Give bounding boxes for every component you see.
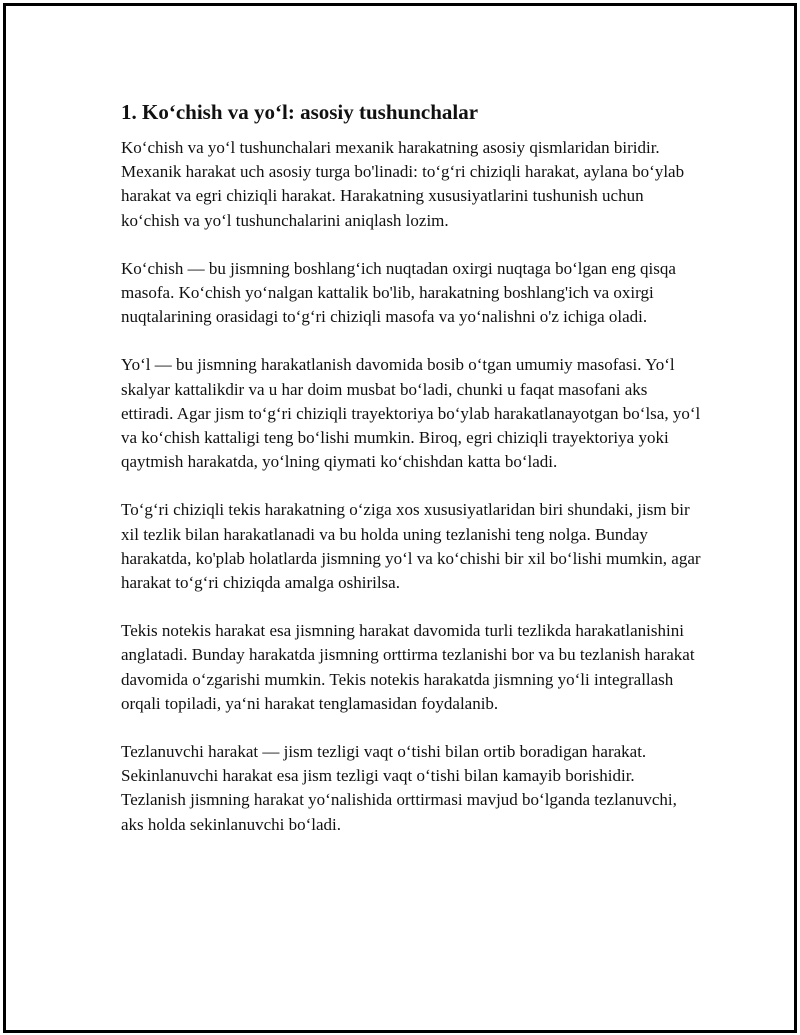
paragraph-4: To‘g‘ri chiziqli tekis harakatning o‘ziga xos xususiyatlaridan biri shundaki, jism bir xil tezlik bilan harakatlanadi va bu holda uning tezlanishi teng nolga. Bunday harakatda, ko'plab holatlarda jismning yo‘l va ko‘chishi bir xil bo‘lishi mumkin, agar harakat to‘g‘ri chiziqda amalga oshirilsa.: [121, 500, 701, 593]
paragraph-5: Tekis notekis harakat esa jismning harakat davomida turli tezlikda harakatlanishini anglatadi. Bunday harakatda jismning orttirma tezlanishi bor va bu tezlanish harakat davomida o‘zgarishi mumkin. Tekis notekis harakatda jismning yo‘li integrallash orqali topiladi, ya‘ni harakat tenglamasidan foydalanib.: [121, 621, 695, 713]
paragraph-2: Ko‘chish — bu jismning boshlang‘ich nuqtadan oxirgi nuqtaga bo‘lgan eng qisqa masofa. Ko‘chish yo‘nalgan kattalik bo'lib, harakatning boshlang'ich va oxirgi nuqtalarining orasidagi to‘g‘ri chiziqli masofa va yo‘nalishni o'z ichiga oladi.: [121, 258, 676, 327]
paragraph-1: Ko‘chish va yo‘l tushunchalari mexanik harakatning asosiy qismlaridan biridir. Mexanik harakat uch asosiy turga bo'linadi: to‘g‘ri chiziqli harakat, aylana bo‘ylab harakat va egri chiziqli harakat. Harakatning xususiyatlarini tushunish uchun ko‘chish va yo‘l tushunchalarini aniqlash lozim.: [121, 138, 685, 230]
paragraph-3: Yo‘l — bu jismning harakatlanish davomida bosib o‘tgan umumiy masofasi. Yo‘l skalyar kattalikdir va u har doim musbat bo‘ladi, chunki u faqat masofani aks ettiradi. Agar jism to‘g‘ri chiziqli trayektoriya bo‘ylab harakatlanayotgan bo‘lsa, yo‘l va ko‘chish kattaligi teng bo‘lishi mumkin. Biroq, egri chiziqli trayektoriya yoki qaytmish harakatda, yo‘lning qiymati ko‘chishdan katta bo‘ladi.: [121, 355, 701, 472]
page-frame: [3, 3, 797, 1033]
paragraph-6: Tezlanuvchi harakat — jism tezligi vaqt o‘tishi bilan ortib boradigan harakat. Sekinlanuvchi harakat esa jism tezligi vaqt o‘tishi bilan kamayib borishidir. Tezlanish jismning harakat yo‘nalishida orttirmasi mavjud bo‘lganda tezlanuvchi, aks holda sekinlanuvchi bo‘ladi.: [121, 742, 677, 834]
document-body: [121, 98, 701, 837]
section-heading: 1. Ko‘chish va yo‘l: asosiy tushunchalar: [121, 100, 479, 124]
